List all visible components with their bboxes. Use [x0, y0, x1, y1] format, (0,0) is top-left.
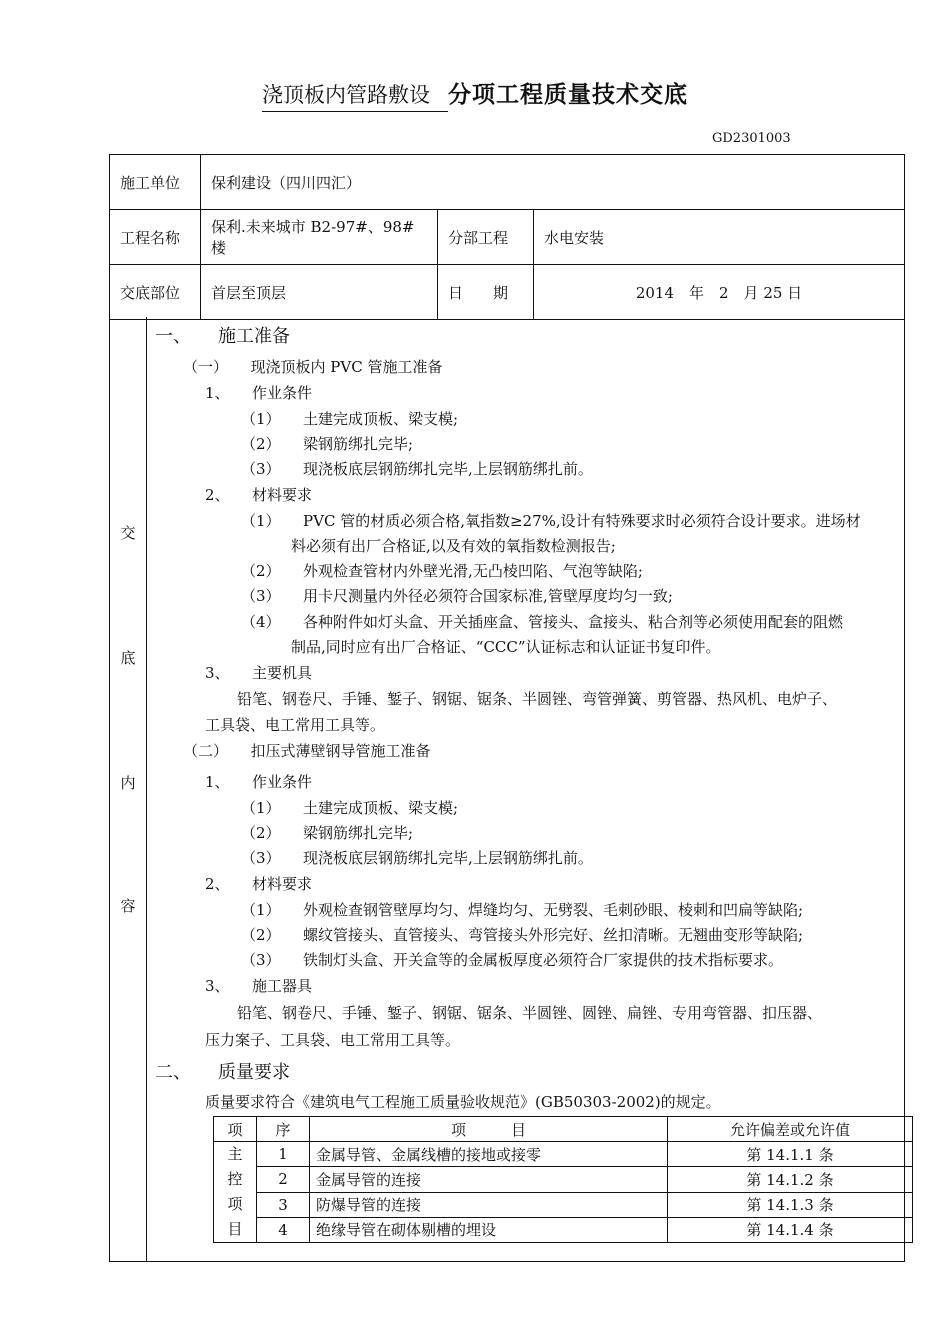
row-no: 2 — [257, 1167, 310, 1192]
table-header: 项 — [214, 1117, 257, 1142]
row-value: 第 14.1.4 条 — [668, 1217, 913, 1242]
group-char: 目 — [227, 1220, 243, 1238]
document-code: GD2301003 — [712, 131, 791, 146]
subsection-heading: （二） 扣压式薄壁钢导管施工准备 — [183, 742, 431, 760]
section-heading: 二、 质量要求 — [155, 1062, 290, 1083]
side-char: 容 — [120, 897, 136, 915]
row-no: 1 — [257, 1142, 310, 1167]
item-heading: 3、 主要机具 — [205, 664, 313, 682]
table-row — [214, 1167, 913, 1192]
row-item: 金属导管的连接 — [310, 1167, 668, 1192]
item-line: 铅笔、钢卷尺、手锤、錾子、钢锯、锯条、半圆锉、弯管弹簧、剪管器、热风机、电炉子、 — [237, 690, 838, 708]
content-body — [146, 317, 904, 1261]
row-value: 第 14.1.2 条 — [668, 1167, 913, 1192]
item-line: （3） 用卡尺测量内外径必须符合国家标准,管壁厚度均匀一致; — [241, 587, 673, 605]
item-line: （2） 梁钢筋绑扎完毕; — [241, 824, 414, 842]
quality-table — [213, 1116, 913, 1243]
item-line: 制品,同时应有出厂合格证、“CCC”认证标志和认证证书复印件。 — [291, 638, 721, 656]
item-heading: 2、 材料要求 — [205, 486, 313, 504]
group-char: 控 — [227, 1170, 243, 1188]
item-line: 料必须有出厂合格证,以及有效的氧指数检测报告; — [291, 537, 616, 555]
quality-intro: 质量要求符合《建筑电气工程施工质量验收规范》(GB50303-2002)的规定。 — [205, 1093, 721, 1111]
group-char: 主 — [227, 1145, 243, 1163]
date-value: 2014 年 2 月 25 日 — [534, 265, 905, 320]
side-label — [110, 317, 147, 1261]
title-underlined: 浇顶板内管路敷设 — [262, 79, 448, 112]
part-value: 首层至顶层 — [201, 265, 438, 320]
item-line: （2） 外观检查管材内外壁光滑,无凸棱凹陷、气泡等缺陷; — [241, 562, 643, 580]
item-line: （1） 土建完成顶板、梁支模; — [241, 410, 459, 428]
row-value: 第 14.1.3 条 — [668, 1192, 913, 1217]
item-line: 压力案子、工具袋、电工常用工具等。 — [205, 1031, 461, 1049]
item-line: （3） 现浇板底层钢筋绑扎完毕,上层钢筋绑扎前。 — [241, 460, 593, 478]
header-table — [109, 154, 905, 320]
item-heading: 1、 作业条件 — [205, 773, 313, 791]
table-row — [214, 1142, 913, 1167]
row-item: 金属导管、金属线槽的接地或接零 — [310, 1142, 668, 1167]
title-main: 分项工程质量技术交底 — [448, 81, 688, 108]
item-line: （3） 铁制灯头盒、开关盒等的金属板厚度必须符合厂家提供的技术指标要求。 — [241, 951, 784, 969]
item-heading: 2、 材料要求 — [205, 875, 313, 893]
group-char: 项 — [227, 1195, 243, 1213]
project-value: 保利.未来城市 B2-97#、98#楼 — [201, 210, 438, 265]
date-label: 日 期 — [438, 265, 534, 320]
document-title — [0, 76, 950, 112]
item-line: 工具袋、电工常用工具等。 — [205, 716, 386, 734]
item-line: （2） 螺纹管接头、直管接头、弯管接头外形完好、丝扣清晰。无翘曲变形等缺陷; — [241, 926, 804, 944]
item-line: （1） 土建完成顶板、梁支模; — [241, 799, 459, 817]
item-line: （1） PVC 管的材质必须合格,氧指数≥27%,设计有特殊要求时必须符合设计要求。进场材 — [241, 512, 861, 530]
side-char: 内 — [120, 774, 136, 792]
side-char: 交 — [120, 524, 136, 542]
item-line: （2） 梁钢筋绑扎完毕; — [241, 435, 414, 453]
row-item: 绝缘导管在砌体剔槽的埋设 — [310, 1217, 668, 1242]
project-label: 工程名称 — [110, 210, 201, 265]
sub-project-value: 水电安装 — [534, 210, 905, 265]
row-no: 4 — [257, 1217, 310, 1242]
row-value: 第 14.1.1 条 — [668, 1142, 913, 1167]
section-heading: 一、 施工准备 — [155, 326, 290, 347]
group-label — [214, 1142, 257, 1243]
side-char: 底 — [120, 649, 136, 667]
part-label: 交底部位 — [110, 265, 201, 320]
unit-label: 施工单位 — [110, 155, 201, 210]
subsection-heading: （一） 现浇顶板内 PVC 管施工准备 — [183, 358, 443, 376]
item-line: 铅笔、钢卷尺、手锤、錾子、钢锯、锯条、半圆锉、圆锉、扁锉、专用弯管器、扣压器、 — [237, 1004, 823, 1022]
row-item: 防爆导管的连接 — [310, 1192, 668, 1217]
item-line: （1） 外观检查钢管壁厚均匀、焊缝均匀、无劈裂、毛刺砂眼、棱刺和凹扁等缺陷; — [241, 901, 804, 919]
content-box — [109, 317, 905, 1262]
item-heading: 3、 施工器具 — [205, 977, 313, 995]
item-line: （4） 各种附件如灯头盒、开关插座盒、管接头、盒接头、粘合剂等必须使用配套的阻燃 — [241, 613, 844, 631]
table-row — [214, 1192, 913, 1217]
row-no: 3 — [257, 1192, 310, 1217]
unit-value: 保利建设（四川四汇） — [201, 155, 905, 210]
table-header: 序 — [257, 1117, 310, 1142]
table-row — [214, 1217, 913, 1242]
table-header: 允许偏差或允许值 — [668, 1117, 913, 1142]
item-line: （3） 现浇板底层钢筋绑扎完毕,上层钢筋绑扎前。 — [241, 849, 593, 867]
table-header: 项 目 — [310, 1117, 668, 1142]
sub-project-label: 分部工程 — [438, 210, 534, 265]
item-heading: 1、 作业条件 — [205, 384, 313, 402]
